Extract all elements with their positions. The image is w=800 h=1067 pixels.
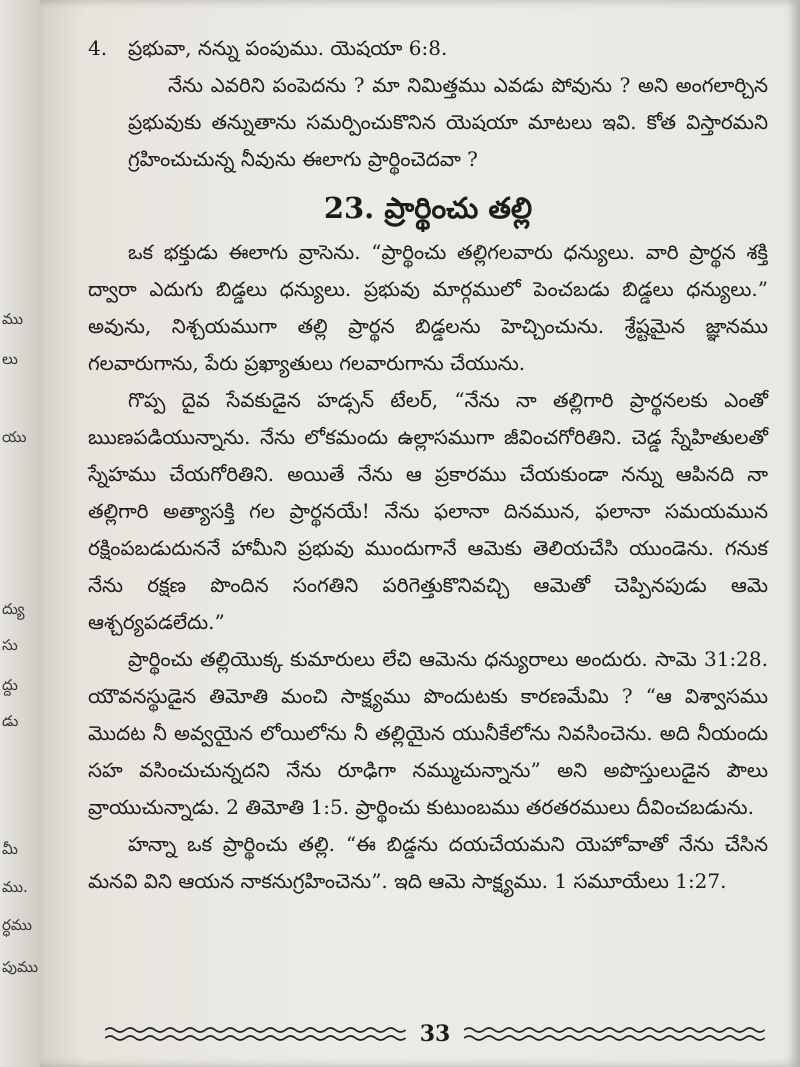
page-footer bbox=[105, 1019, 765, 1049]
margin-fragment: పుము bbox=[2, 958, 39, 976]
facing-page-edge bbox=[0, 0, 40, 1067]
paragraph: హన్నా ఒక ప్రార్థించు తల్లి. “ఈ బిడ్డను దయచేయమని యెహోవాతో నేను చేసిన మనవి విని ఆయన నాకనుగ్రహించెను”. ఇది ఆమె సాక్ష్యము. 1 సమూయేలు 1:27. bbox=[88, 832, 768, 893]
margin-fragment: ము. bbox=[2, 878, 28, 896]
page-content bbox=[88, 30, 768, 900]
item-heading: ప్రభువా, నన్ను పంపుము. యెషయా 6:8. bbox=[128, 36, 448, 60]
item-body: నేను ఎవరిని పంపెదను ? మా నిమిత్తము ఎవడు పోవును ? అని అంగలార్చిన ప్రభువుకు తన్నుతాను సమర్పించుకొనిన యెషయా మాటలు ఇవి. కోత విస్తారమని గ్రహించుచున్న నీవును ఈలాగు ప్రార్థించెదవా ? bbox=[128, 73, 768, 171]
margin-fragment: లు bbox=[2, 350, 18, 368]
right-ornament bbox=[464, 1026, 765, 1042]
item-number: 4. bbox=[88, 36, 108, 60]
left-ornament bbox=[105, 1026, 406, 1042]
margin-fragment: ము bbox=[2, 310, 24, 328]
margin-fragment: ద్యు bbox=[2, 600, 25, 618]
paragraph: గొప్ప దైవ సేవకుడైన హడ్సన్ టేలర్, “నేను నా తల్లిగారి ప్రార్థనలకు ఎంతో ఋణపడియున్నాను. నేను లోకమందు ఉల్లాసముగా జీవించగోరితిని. చెడ్డ స్నేహితులతో స్నేహము చేయగోరితిని. అయితే నేను ఆ ప్రకారము చేయకుండా నన్ను ఆపినది నా తల్లిగారి అత్యాసక్తి గల ప్రార్థనయే! నేను ఫలానా దినమున, ఫలానా సమయమున రక్షింపబడుదుననే హామీని ప్రభువు ముందుగానే ఆమెకు తెలియచేసి యుండెను. గనుక నేను రక్షణ పొందిన సంగతిని పరిగెత్తుకొనివచ్చి ఆమెతో చెప్పినపుడు ఆమె ఆశ్చర్యపడలేదు.” bbox=[88, 388, 768, 634]
paragraph: ప్రార్థించు తల్లియొక్క కుమారులు లేచి ఆమెను ధన్యురాలు అందురు. సామె 31:28. యౌవనస్థుడైన తిమోతి మంచి సాక్ష్యము పొందుటకు కారణమేమి ? “ఆ విశ్వాసము మొదట నీ అవ్వయైన లోయిలోను నీ తల్లియైన యునీకేలోను నివసించెను. అది నీయందు సహ వసించుచున్నదని నేను రూఢిగా నమ్ముచున్నాను” అని అపొస్తులుడైన పౌలు వ్రాయుచున్నాడు. 2 తిమోతి 1:5. ప్రార్థించు కుటుంబము తరతరములు దీవించబడును. bbox=[88, 647, 768, 819]
margin-fragment: సు bbox=[2, 636, 18, 654]
previous-item bbox=[88, 30, 768, 178]
margin-fragment: మీ bbox=[2, 840, 18, 858]
paragraph: ఒక భక్తుడు ఈలాగు వ్రాసెను. “ప్రార్థించు తల్లిగలవారు ధన్యులు. వారి ప్రార్థన శక్తి ద్వారా ఎదుగు బిడ్డలు ధన్యులు. ప్రభువు మార్గములో పెంచబడు బిడ్డలు ధన్యులు.” అవును, నిశ్చయముగా తల్లి ప్రార్థన బిడ్డలను హెచ్చించును. శ్రేష్టమైన జ్ఞానము గలవారుగాను, పేరు ప్రఖ్యాతులు గలవారుగాను చేయును. bbox=[88, 240, 768, 375]
chapter-title: 23. ప్రార్థించు తల్లి bbox=[323, 191, 533, 225]
margin-fragment: డు bbox=[2, 712, 19, 730]
margin-fragment: యు bbox=[2, 428, 27, 446]
margin-fragment: ర్ధము bbox=[2, 916, 32, 934]
margin-fragment: ద్దు bbox=[2, 676, 18, 694]
page-number: 33 bbox=[419, 1021, 451, 1047]
